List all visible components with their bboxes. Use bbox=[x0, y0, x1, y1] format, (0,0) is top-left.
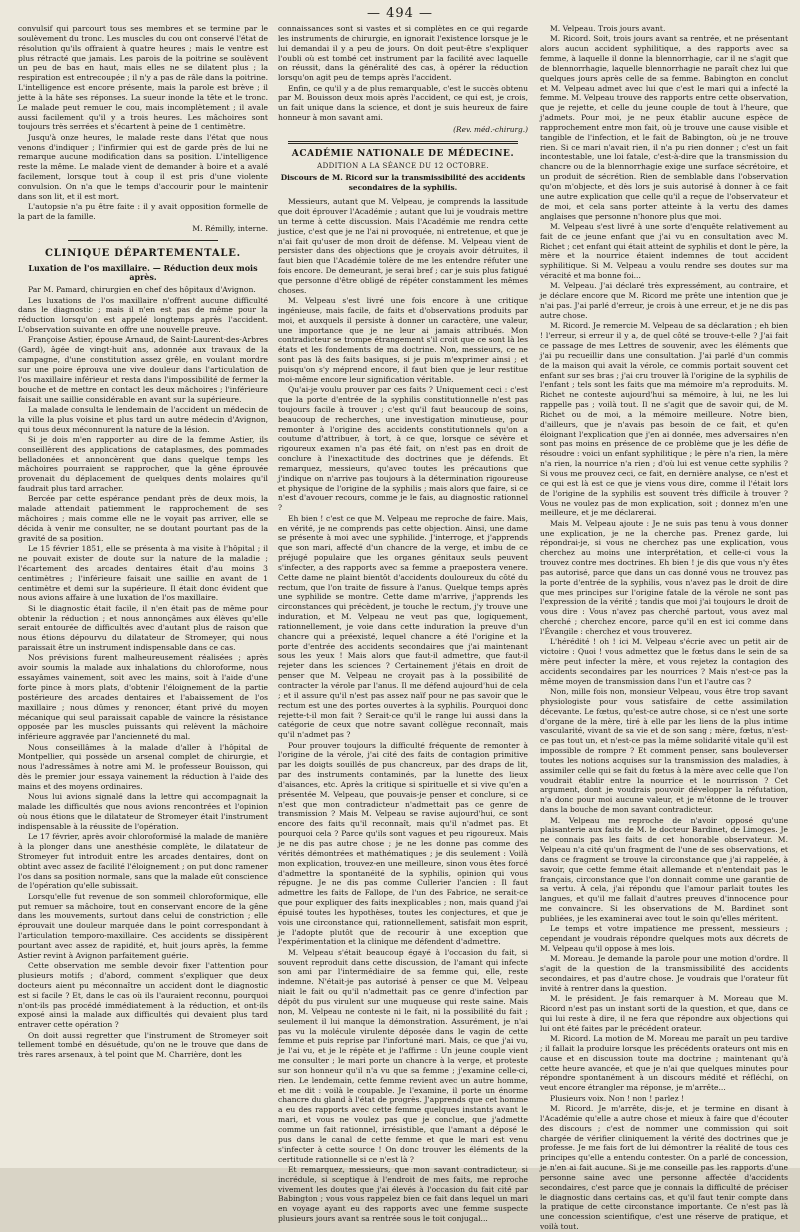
article-title: Luxation de l'os maxillaire. — Réduction deux mois après. bbox=[28, 262, 258, 283]
academy-session: ADDITION A LA SÉANCE DU 12 OCTOBRE. bbox=[317, 161, 489, 170]
paragraph: Nos prévisions furent malheureusement réalisées ; après avoir soumis la malade aux inhalations du chloroforme, nous essayâmes vainement, soit avec les mains, soit à l'aide d'une forte pince à mors plats, d'obtenir l'éloignement de la partie postérieure des arcades dentaires et l'abaissement de l'os maxillaire ; nous dûmes y renoncer, étant privé du moyen mécanique qui seul paraissait capable de vaincre la résistance opposée par les muscles puissants qui relèvent la mâchoire inférieure aggravée par l'ancienneté du mal. bbox=[18, 653, 268, 742]
paragraph: M. Ricord. Je remercie M. Velpeau de sa déclaration ; eh bien ! l'erreur, si erreur il y a, de quel côté se trouve-t-elle ? J'ai fait ce passage de mes Lettres de souvenir, avec les éléments que j'ai pu recueillir dans une consultation. J'ai parlé d'un commis de la maison qui avait la vérole, ce commis portait souvent cet enfant sur ses bras ; j'ai cru trouver là l'origine de la syphilis de l'enfant ; tels sont les faits que ma mémoire m'a reproduits. M. Richet ne conteste aujourd'hui sa mémoire, à lui, ne les lui rappelle pas ; voilà tout. Il ne s'agit que de savoir qui, de M. Richet ou de moi, a la mémoire meilleure. Notre bien, d'ailleurs, que je n'avais pas besoin de ce fait, et qu'en éloignant l'explication que j'en ai donnée, mes adversaires n'en sont pas moins en présence de ce problème que je les défie de résoudre : voici un enfant syphilitique ; le père n'a rien, la mère n'a rien, la nourrice n'a rien ; d'où lui est venue cette syphilis ? Si vous me prouvez ceci, ce fait, en dernière analyse, ce n'est et ce qui est là est ce que je viens vous dire, comme il l'était lors de l'origine de la syphilis est souvent très difficile à trouver ? Vous ne voulez pas de mon explication, soit ; donnez m'en une meilleure, et je me déclarerai. bbox=[540, 321, 788, 518]
paragraph: Mais M. Velpeau ajoute : Je ne suis pas tenu à vous donner une explication, je ne la cherche pas. Prenez garde, lui répondrai-je, si vous ne cherchez pas une explication, vous cherchez au moins une interprétation, et celle-ci vous la trouvez contre mes doctrines. Eh bien ! je dis que vous n'y êtes pas autorisé, parce que dans un cas donné vous ne trouvez pas la porte d'entrée de la syphilis, vous n'avez pas le droit de dire que mes principes sur l'origine fatale de la vérole ne sont pas l'expression de la vérité ; tandis que moi j'ai toujours le droit de vous dire : Vous n'avez pas cherché partout, vous avez mal cherché ; cherchez encore, parce qu'il en est ici comme dans l'Évangile : cherchez et vous trouverez. bbox=[540, 518, 788, 636]
paragraph: Lorsqu'elle fut revenue de son sommeil chloroformique, elle put remuer sa mâchoire, tout en conservant encore de la gêne dans les mouvements, surtout dans celui de constriction ; elle éprouvait une douleur marquée dans le point correspondant à l'articulation temporo-maxillaire. Ces accidents se dissipèrent pourtant avec assez de rapidité, et, huit jours après, la femme Astier revint à Avignon parfaitement guérie. bbox=[18, 891, 268, 960]
paragraph: On doit aussi regretter que l'instrument de Stromeyer soit tellement tombé en désuétude, qu'on ne le trouve que dans de très rares arsenaux, à tel point que M. Charrière, dont les bbox=[18, 1030, 268, 1060]
paragraph: Et remarquez, messieurs, que mon savant contradicteur, si incrédule, si sceptique à l'endroit de mes faits, me reproche vivement les doutes que j'ai élevés à l'occasion du fait cité par Babington ; vous vous rappelez bien ce fait dans lequel un mari en voyage ayant eu des rapports avec une femme suspecte plusieurs jours avant sa rentrée sous le toit conjugal... bbox=[278, 1164, 528, 1224]
paragraph: M. Ricord. Je m'arrête, dis-je, et je termine en disant à l'Académie qu'elle a autre chose et mieux à faire que d'écouter des discours ; c'est de nommer une commission qui soit chargée de vérifier cliniquement la vérité des doctrines que je professe. Je me fais fort de lui démontrer la réalité de tous ces principes qu'elle a entendu contester. On a parlé de concession, je n'en ai fait aucune. Si je me conseille pas les rapports d'une personne saine avec une personne affectée d'accidents secondaires, c'est parce que je connais la difficulté de préciser le diagnostic dans certains cas, et qu'il faut tenir compte dans la pratique de cette circonstance importante. Ce n'est pas là une concession scientifique, c'est une réserve de pratique, et voilà tout. bbox=[540, 1103, 788, 1232]
paragraph: Plusieurs voix. Non ! non ! parlez ! bbox=[550, 1093, 685, 1103]
paragraph: Si je dois m'en rapporter au dire de la femme Astier, ils conseillèrent des applications de cataplasmes, des pommades belladonées et annoncèrent que dans quelque temps les mâchoires pourraient se rapprocher, que la gêne éprouvée provenait du déplacement de quelques dents molaires qu'il faudrait plus tard arracher. bbox=[18, 434, 268, 494]
byline: Par M. Pamard, chirurgien en chef des hôpitaux d'Avignon. bbox=[28, 285, 256, 295]
paragraph: M. Moreau. Je demande la parole pour une motion d'ordre. Il s'agit de la question de la transmissibilité des accidents secondaires, et pas d'autre chose. Je voudrais que l'orateur fût invité à rentrer dans la question. bbox=[540, 954, 788, 993]
paragraph: Jusqu'à onze heures, le malade reste dans l'état que nous venons d'indiquer ; l'infirmier qui est de garde près de lui ne remarque aucune modification dans sa position. L'intelligence reste la même. Le malade vient de demander à boire et a avalé facilement, lorsque tout à coup il est pris d'une violente convulsion. On n'a que le temps d'accourir pour le maintenir dans son lit, et il est mort. bbox=[18, 132, 268, 201]
paragraph: Les luxations de l'os maxillaire n'offrent aucune difficulté dans le diagnostic ; mais il n'en est pas de même pour la réduction lorsqu'on est appelé longtemps après l'accident. L'observation suivante en offre une nouvelle preuve. bbox=[18, 295, 268, 335]
academy-heading: ACADÉMIE NATIONALE DE MÉDECINE. bbox=[291, 148, 515, 159]
paragraph: Eh bien ! c'est ce que M. Velpeau me reproche de faire. Mais, en vérité, je ne comprends pas cette objection. Ainsi, une dame se présente à moi avec une syphilide. J'interroge, et j'apprends que son mari, affecté d'un chancre de la verge, et imbu de ce préjugé populaire que les organes génitaux seuls peuvent s'infecter, a des rapports avec sa femme a praepostera venere. Cette dame ne plaint bientôt d'accidents douloureux du côté du rectum, que l'on traite de fissure à l'anus. Quelque temps après une syphilide se montre. Cette dame m'arrive, j'apprends les circonstances qui précèdent, je touche le rectum, j'y trouve une induration, et M. Velpeau ne veut pas que, logiquement, rationnellement, je voie dans cette induration la preuve d'un chancre qui a préexisté, lequel chancre a été l'origine et la porte d'entrée des accidents secondaires que j'ai maintenant sous les yeux ! Mais alors que faut-il admettre, que faut-il rejeter dans les sciences ? Certainement j'étais en droit de penser que M. Velpeau ne croyait pas à la possibilité de contracter la vérole par l'anus. Il me défend aujourd'hui de cela ; et il assure qu'il n'est pas assez naïf pour ne pas savoir que le rectum est une des portes ouvertes à la syphilis. Pourquoi donc rejette-t-il mon fait ? Serait-ce qu'il le range lui aussi dans la catégorie de ceux que notre savant collègue reconnaît, mais qu'il n'admet pas ? bbox=[278, 513, 528, 740]
paragraph: Qu'ai-je voulu prouver par ces faits ? Uniquement ceci : c'est que la porte d'entrée de la syphilis constitutionnelle n'est pas toujours facile à trouver ; c'est qu'il faut beaucoup de soins, beaucoup de recherches, une investigation minutieuse, pour remonter à l'origine des accidents constitutionnels qu'on a coutume d'attribuer, à tort, à ce que, lorsque ce sévère et rigoureux examen n'a pas été fait, on n'est pas en droit de conclure à l'inexactitude des doctrines que je défends. Et remarquez, messieurs, qu'avec toutes les précautions que j'indique on n'arrive pas toujours à la détermination rigoureuse et physique de l'origine de la syphilis ; mais alors que faire, si ce n'est d'avouer recours, comme je le fais, au diagnostic rationnel ? bbox=[278, 385, 528, 513]
paragraph: M. Velpeau. Trois jours avant. bbox=[550, 24, 666, 33]
paragraph: M. Velpeau. J'ai déclaré très expressément, au contraire, et je déclare encore que M. Ricord me prête une intention que je n'ai pas. J'ai parlé d'erreur, je crois à une erreur, et je ne dis pas autre chose. bbox=[540, 281, 788, 320]
paragraph: M. le président. Je fais remarquer à M. Moreau que M. Ricord n'est pas un instant sorti de la question, et que, dans ce qui lui reste à dire, il ne fera que répondre aux objections qui lui ont été faites par le précédent orateur. bbox=[540, 994, 788, 1033]
paragraph: Bercée par cette espérance pendant près de deux mois, la malade attendait patiemment le rapprochement de ses mâchoires ; mais comme elle ne le voyait pas arriver, elle se décida à venir me consulter, ne se doutant pourtant pas de la gravité de sa position. bbox=[18, 494, 268, 543]
paragraph: convulsif qui parcourt tous ses membres et se termine par le soulèvement du tronc. Les muscles du cou ont conservé l'état de résolution qu'ils offraient à quatre heures ; mais le ventre est plus rétracté que jamais. Les parois de la poitrine se soulèvent un peu de bas en haut, mais elles ne se dilatent plus ; la respiration est entrecoupée ; il n'y a pas de râle dans la poitrine. L'intelligence est encore présente, mais la parole est brève ; il jette à la hâte ses réponses. La sueur inonde la tête et le tronc. Le malade peut remuer le cou, mais incomplètement ; il avale aussi facilement qu'il y a trois heures. Les mâchoires sont toujours très serrées et s'écartent à peine de 1 centimètre. bbox=[18, 24, 268, 132]
right-column bbox=[540, 24, 788, 1232]
paragraph: La malade consulta le lendemain de l'accident un médecin de la ville la plus voisine et plus tard un autre médecin d'Avignon, qui tous deux méconnurent la nature de la lésion. bbox=[18, 404, 268, 434]
paragraph: M. Ricord. Soit, trois jours avant sa rentrée, et ne présentant alors aucun accident syphilitique, a des rapports avec sa femme, à laquelle il donne la blennorrhagie, car il ne s'agit que de blennorrhagie, laquelle blennorrhagie ne paraît chez lui que quelques jours après celle de sa femme. Babington en conclut et M. Velpeau admet avec lui que c'est le mari qui a infecté la femme. M. Velpeau trouve des rapports entre cette observation, que je rejette, et celle du jeune couple de tout à l'heure, que j'admets. Pour moi, je ne peux établir aucune espèce de rapprochement entre mon fait, où je trouve une cause visible et tangible de l'infection, et le fait de Babington, où je ne trouve rien. Si ce mari n'avait rien, il n'a pu rien donner ; c'est un fait incontestable, une loi fatale, c'est-à-dire que la transmission du chancre ou de la blennorrhagie exige une surface sécrétoire, et un produit de sécrétion. Rien de semblable dans l'observation qu'on m'objecte, et dès lors je suis autorisé à donner à ce fait une autre explication que celle qu'il a reçue de l'observateur et de moi, et cela sans porter atteinte à la vertu des dames anglaises que personne n'honore plus que moi. bbox=[540, 34, 788, 221]
divider bbox=[68, 240, 218, 241]
paragraph: connaissances sont si vastes et si complètes en ce qui regarde les instruments de chirurgie, en ignorait l'existence lorsque je le lui demandai il y a peu de jours. On doit peut-être s'expliquer l'oubli où est tombé cet instrument par la facilité avec laquelle on réussit, dans la généralité des cas, à opérer la réduction lorsqu'on agit peu de temps après l'accident. bbox=[278, 24, 528, 83]
paragraph: Le 17 février, après avoir chloroformisé la malade de manière à la plonger dans une anesthésie complète, le dilatateur de Stromeyer fut introduit entre les arcades dentaires, dont on obtint avec assez de facilité l'éloignement ; on put donc ramener l'os dans sa position normale, sans que la malade eût conscience de l'opération qu'elle subissait. bbox=[18, 832, 268, 891]
source-citation: (Rev. méd.-chirurg.) bbox=[453, 124, 528, 134]
paragraph: Non, mille fois non, monsieur Velpeau, vous être trop savant physiologiste pour vous satisfaire de cette assimilation décevante. Le fœtus, qu'est-ce autre chose, si ce n'est une sorte d'organe de la mère, tiré à elle par les liens de la plus intime vascularité, vivant de sa vie et de son sang ; mère, fœtus, n'est-ce pas tout un, et n'est-ce pas la même solidarité vitale qu'il est impossible de rompre ? Et comment penser, sans bouleverser toutes les notions acquises sur la transmission des maladies, à assimiler celle qui se fait du fœtus à la mère avec celle que l'on voudrait établir entre la nourrice et le nourrisson ? Cet argument, dont je voudrais pouvoir développer la réfutation, n'a donc pour moi aucune valeur, et je m'étonne de le trouver dans la bouche de mon savant contradicteur. bbox=[540, 687, 788, 815]
paragraph: L'autopsie n'a pu être faite : il y avait opposition formelle de la part de la famille. bbox=[18, 202, 268, 222]
paragraph: Si le diagnostic était facile, il n'en était pas de même pour obtenir la réduction ; et nous annonçâmes aux élèves qu'elle serait entourée de difficultés avec d'autant plus de raison que nous étions dépourvu du dilatateur de Stromeyer, qui nous paraissait être un instrument indispensable dans ce cas. bbox=[18, 603, 268, 653]
speech-title: Discours de M. Ricord sur la transmissibilité des accidents secondaires de la syphilis. bbox=[280, 173, 526, 193]
paragraph: Enfin, ce qu'il y a de plus remarquable, c'est le succès obtenu par M. Bouisson deux mois après l'accident, ce qui est, je crois, un fait unique dans la science, et dont je suis heureux de faire honneur à mon savant ami. bbox=[278, 83, 528, 123]
middle-column bbox=[278, 24, 528, 1224]
left-column bbox=[18, 24, 268, 1162]
paragraph: Nous lui avions signalé dans la lettre qui accompagnait la malade les difficultés que nous avions rencontrées et l'opinion où nous étions que le dilatateur de Stromeyer était l'instrument indispensable à la réussite de l'opération. bbox=[18, 792, 268, 831]
page-number: — 494 — bbox=[366, 6, 434, 21]
paragraph: L'hérédité ! oh ! ici M. Velpeau s'écrie avec un petit air de victoire : Quoi ! vous admettez que le fœtus dans le sein de sa mère peut infecter la mère, et vous rejetez la contagion des accidents secondaires par les nourrices ? Mais n'est-ce pas la même moyen de transmission dans l'un et l'autre cas ? bbox=[540, 637, 788, 686]
paragraph: M. Velpeau me reproche de n'avoir opposé qu'une plaisanterie aux faits de M. le docteur Bardinet, de Limoges. Je ne connais pas les faits de cet honorable observateur. M. Velpeau n'a cité qu'un fragment de l'une de ses observations, et dans ce fragment se trouve la circonstance que j'ai rappelée, à savoir, que cette femme était allemande et n'entendait pas le français, circonstance que l'on donnait comme une garantie de sa vertu. À cela, j'ai répondu que l'amour parlait toutes les langues, et qu'il me fallait d'autres preuves d'innocence pour me convaincre. Si les observations de M. Bardinet sont publiées, je les examinerai avec tout le soin qu'elles méritent. bbox=[540, 815, 788, 923]
paragraph: Le 15 février 1851, elle se présenta à ma visite à l'hôpital ; il ne pouvait exister de doute sur la nature de la maladie ; l'écartement des arcades dentaires était d'au moins 3 centimètres ; l'inférieure faisait une saillie en avant de 1 centimètre et demi sur la supérieure. Il était donc évident que nous avions affaire à une luxation de l'os maxillaire. bbox=[18, 544, 268, 603]
paragraph: M. Velpeau s'était beaucoup égayé à l'occasion du fait, si souvent reproduit dans cette discussion, de l'amant qui infecte son ami par l'intermédiaire de sa femme qui, elle, reste indemne. N'était-je pas autorisé à penser ce que M. Velpeau niait le fait ou qu'il n'admettait pas ce genre d'infection par dépôt du pus virulent sur une muqueuse qui reste saine. Mais non, M. Velpeau ne conteste ni le fait, ni la possibilité du fait ; seulement il lui manque la démonstration. Assurément, je n'ai pas vu la molécule virulente déposée dans le vagin de cette femme et puis reprise par l'infortuné mari. Mais, ce que j'ai vu, je l'ai vu, et je le répète et je l'affirme : Un jeune couple vient me consulter ; le mari porte un chancre à la verge, et proteste sur son honneur qu'il n'a vu que sa femme ; j'examine celle-ci, rien. Le lendemain, cette femme revient avec un autre homme, et me dit : voilà le coupable. Je l'examine, il porte un énorme chancre du gland à l'état de progrès. J'apprends que cet homme a eu des rapports avec cette femme quelques instants avant le mari, et vous ne voulez pas que je conclue, que j'admette comme un fait rationnel, irrésistible, que l'amant a déposé le pus dans le canal de cette femme et que le mari est venu s'infecter à cette source ! On donc trouver les éléments de la certitude rationnelle si ce n'est là ? bbox=[278, 947, 528, 1164]
section-title: CLINIQUE DÉPARTEMENTALE. bbox=[45, 247, 241, 259]
divider bbox=[288, 141, 518, 144]
paragraph: Messieurs, autant que M. Velpeau, je comprends la lassitude que doit éprouver l'Académie ; autant que lui je voudrais mettre un terme à cette discussion. Mais l'Académie me rendra cette justice, c'est que je ne l'ai ni provoquée, ni entretenue, et que je n'ai fait qu'user de mon droit de défense. M. Velpeau vient de persister dans des objections que je croyais avoir détruites, il faut bien que l'Académie tolère de me les entendre réfuter une fois encore. De demeurant, je serai bref ; car je suis plus fatigué que personne d'être obligé de répéter constamment les mêmes choses. bbox=[278, 197, 528, 295]
paragraph: Le temps et votre impatience me pressent, messieurs ; cependant je voudrais répondre quelques mots aux décrets de M. Velpeau qu'il oppose à mes lois. bbox=[540, 924, 788, 953]
paragraph: Cette observation me semble devoir fixer l'attention pour plusieurs motifs ; d'abord, comment s'expliquer que deux docteurs aient pu méconnaître un accident dont le diagnostic est si facile ? Et, dans le cas où ils l'auraient reconnu, pourquoi n'ont-ils pas procédé immédiatement à la réduction, et ont-ils exposé ainsi la malade aux difficultés qui devaient plus tard entraver cette opération ? bbox=[18, 961, 268, 1030]
signature: M. Rémilly, interne. bbox=[192, 223, 268, 233]
paragraph: Nous conseillâmes à la malade d'aller à l'hôpital de Montpellier, qui possède un arsenal complet de chirurgie, et nous l'adressâmes à notre ami M. le professeur Bouisson, qui dès le premier jour essaya vainement la réduction à l'aide des mains et des moyens ordinaires. bbox=[18, 742, 268, 791]
paragraph: Pour prouver toujours la difficulté fréquente de remonter à l'origine de la vérole, j'ai cité des faits de contagion primitive par les doigts souillés de pus chancreux, par des draps de lit, par des instruments contaminés, par la lunette des lieux d'aisances, etc. Après la critique si spirituelle et si vive qu'en a présentée M. Velpeau, que pouvais-je penser et conclure, si ce n'est que mon contradicteur n'admettait pas ce genre de transmission ? Mais M. Velpeau se ravise aujourd'hui, ce sont encore des faits qu'il reconnaît, mais qu'il n'admet pas. Et pourquoi cela ? Parce qu'ils sont vagues et peu rigoureux. Mais je ne dis pas autre chose ; je ne les donne pas comme des vérités démontrées et mathématiques ; je dis seulement : Voilà mon explication, trouvez-en une meilleure, sinon vous êtes forcé d'admettre la spontanéité de la syphilis, opinion qui vous répugne. Je ne dis pas comme Cullerier l'ancien : Il faut admettre les faits de Fallope, de l'un des Fabrice, ne serait-ce que pour expliquer des faits inexplicables ; non, mais quand j'ai épuisé toutes les hypothèses, toutes les conjectures, et que je vois une circonstance qui, rationnellement, satisfait mon esprit, je l'adopte plutôt que de recourir à une exception que l'expérimentation et la clinique me défendent d'admettre. bbox=[278, 740, 528, 947]
paragraph: M. Velpeau s'est livré une fois encore à une critique ingénieuse, mais facile, de faits et d'observations produits par moi, et auxquels il persiste à donner un caractère, une valeur, une importance que je ne leur ai jamais attribués. Mon contradicteur se trompe étrangement s'il croit que ce sont là les états et les fondements de ma doctrine. Non, messieurs, ce ne sont pas là des faits basiques, si je puis m'exprimer ainsi ; et puisqu'on s'y méprend encore, il faut bien que je leur restitue moi-même encore leur signification véritable. bbox=[278, 296, 528, 384]
paragraph: Françoise Astier, épouse Arnaud, de Saint-Laurent-des-Arbres (Gard), âgée de vingt-huit ans, adonnée aux travaux de la campagne, d'une constitution assez grêle, en voulant mordre sur une poire éprouva une vive douleur dans l'articulation de l'os maxillaire inférieur et resta dans l'impossibilité de fermer la bouche et de mettre en contact les deux mâchoires ; l'inférieure faisait une saillie considérable en avant sur la supérieure. bbox=[18, 335, 268, 404]
paragraph: M. Velpeau s'est livré à une sorte d'enquête relativement au fait de ce jeune enfant que j'ai vu en consultation avec M. Richet ; cet enfant qui était atteint de syphilis et dont le père, la mère et la nourrice étaient indemnes de tout accident syphilitique. Si M. Velpeau a voulu rendre ses doutes sur ma véracité et ma bonne foi... bbox=[540, 221, 788, 281]
paragraph: M. Ricord. La motion de M. Moreau me paraît un peu tardive ; il fallait la produire lorsque les précédents orateurs ont mis en cause et en discussion toute ma doctrine ; maintenant qu'à cette heure avancée, et que je n'ai que quelques minutes pour répondre spontanément à un discours médité et réfléchi, on veut encore étrangler ma réponse, je m'arrête... bbox=[540, 1034, 788, 1093]
